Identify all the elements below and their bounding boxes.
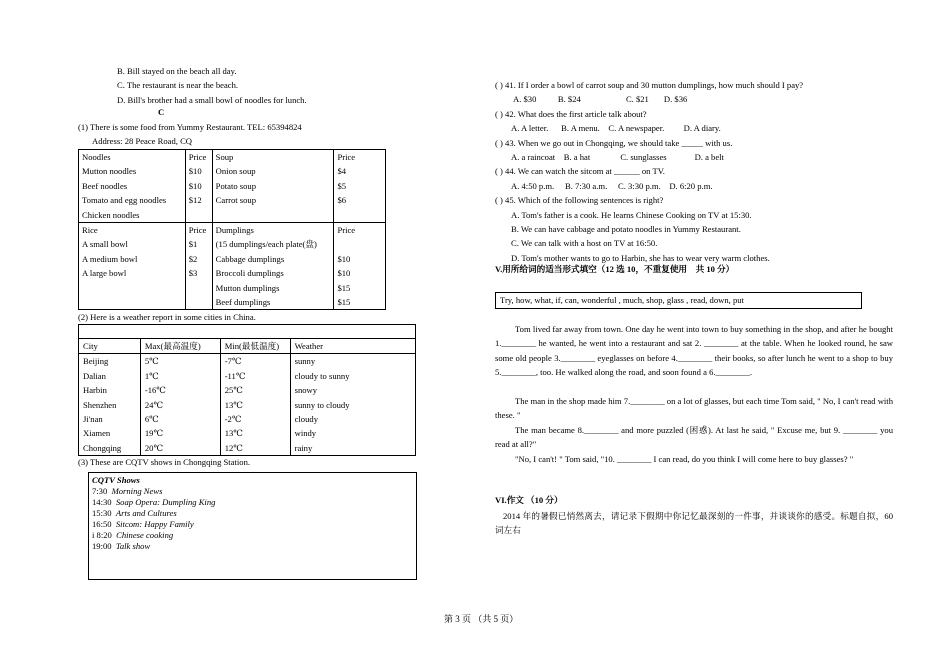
menu-header: Noodles [82, 152, 111, 162]
weather-min: -11℃ [220, 369, 290, 383]
menu-header: Rice [79, 223, 186, 238]
menu-item: Beef dumplings [212, 295, 334, 310]
menu-item: Potato soup [212, 179, 334, 193]
weather-min: 13℃ [220, 398, 290, 412]
word-box: Try, how, what, if, can, wonderful , much, shop, glass , read, down, put [495, 292, 862, 309]
menu-item: Mutton noodles [82, 166, 137, 177]
menu-price: $10 [185, 179, 212, 193]
weather-max: 5℃ [140, 354, 220, 369]
menu-table [78, 149, 386, 310]
question-41-options: A. $30 B. $24 C. $21 D. $36 [513, 94, 688, 105]
question-45-option: C. We can talk with a host on TV at 16:50. [511, 238, 658, 249]
section-c-heading: C [158, 107, 165, 117]
menu-item: Cabbage dumplings [212, 252, 334, 266]
weather-max: 20℃ [140, 441, 220, 456]
weather-header: Max(最高温度) [140, 339, 220, 354]
weather-condition: sunny [290, 354, 415, 369]
menu-price: $1 [185, 237, 212, 251]
part2-intro: (2) Here is a weather report in some cities in China. [78, 312, 256, 322]
menu-price: $3 [185, 266, 212, 280]
tv-title: CQTV Shows [92, 475, 140, 485]
menu-item: Chicken noodles [82, 209, 140, 220]
weather-condition: sunny to cloudy [290, 398, 415, 412]
menu-note: (15 dumplings/each plate(盘) [212, 237, 334, 251]
weather-max: 19℃ [140, 426, 220, 440]
menu-header: Price [185, 223, 212, 238]
weather-max: 24℃ [140, 398, 220, 412]
menu-price: $12 [185, 193, 212, 207]
menu-price: $10 [334, 266, 386, 280]
weather-min: -7℃ [220, 354, 290, 369]
option-line: B. Bill stayed on the beach all day. [117, 66, 237, 76]
menu-item: Broccoli dumplings [212, 266, 334, 280]
passage-paragraph: The man in the shop made him 7.________ on a lot of glasses, but each time Tom said, " No, I can't read with these. " [495, 396, 893, 421]
passage-paragraph: The man became 8.________ and more puzzled (困惑). At last he said, " Excuse me, but 9. ________ you read at all?" [495, 425, 893, 450]
tv-show: 19:00 Talk show [92, 541, 151, 551]
question-44: ( ) 44. We can watch the sitcom at ______ on TV. [495, 166, 665, 177]
weather-city: Harbin [83, 385, 107, 396]
question-45-option: B. We can have cabbage and potato noodles in Yummy Restaurant. [511, 223, 741, 234]
question-45-option: A. Tom's father is a cook. He learns Chinese Cooking on TV at 15:30. [511, 209, 752, 220]
passage-paragraph: "No, I can't! " Tom said, "10. ________ I can read, do you think I will come here to buy glasses? " [515, 454, 854, 464]
weather-city: Dalian [83, 370, 106, 381]
menu-item: A medium bowl [82, 253, 138, 264]
essay-prompt: 2014 年的暑假已悄然离去，请记录下假期中你记忆最深刻的一件事，并谈谈你的感受。标题自拟，60 词左右 [495, 511, 893, 536]
weather-max: -16℃ [140, 383, 220, 397]
questions-block [495, 78, 803, 265]
menu-price: $10 [334, 252, 386, 266]
passage-paragraph: Tom lived far away from town. One day he went into town to buy something in the shop, and after he bought 1.________ he wanted, he went into a restaurant and sat 2. ________ at the table. When he looked round, he saw some old people 3.________ eyeglasses on before 4.________ their books, so after lunch he went to a shop to buy 5.________, too. He walked along the road, and soon found a 6.________. [495, 324, 893, 378]
weather-table [78, 324, 416, 456]
page-footer: 第 3 页 （共 5 页） [444, 614, 519, 624]
tv-schedule-box [88, 472, 417, 580]
question-41: ( ) 41. If I order a bowl of carrot soup and 30 mutton dumplings, how much should I pay? [495, 80, 804, 90]
weather-condition: cloudy [290, 412, 415, 426]
menu-price: $4 [334, 164, 386, 178]
menu-price: $2 [185, 252, 212, 266]
weather-min: 25℃ [220, 383, 290, 397]
menu-header: Dumplings [212, 223, 334, 238]
menu-header: Price [185, 150, 212, 165]
tv-show: 7:30 Morning News [92, 486, 163, 496]
weather-max: 1℃ [140, 369, 220, 383]
menu-price: $15 [334, 281, 386, 295]
tv-show: 14:30 Soap Opera: Dumpling King [92, 497, 216, 507]
menu-price: $15 [334, 295, 386, 310]
section6-title: VI.作文 （10 分） [495, 495, 563, 505]
weather-max: 6℃ [140, 412, 220, 426]
menu-item: Beef noodles [82, 180, 128, 191]
question-42-options: A. A letter. B. A menu. C. A newspaper. D. A diary. [511, 123, 721, 134]
menu-header: Price [334, 150, 386, 165]
menu-price: $5 [334, 179, 386, 193]
part3-intro: (3) These are CQTV shows in Chongqing Station. [78, 457, 251, 467]
menu-price: $6 [334, 193, 386, 207]
menu-header: Price [334, 223, 386, 238]
question-43: ( ) 43. When we go out in Chongqing, we should take _____ with us. [495, 137, 733, 148]
weather-condition: cloudy to sunny [290, 369, 415, 383]
weather-city: Ji'nan [83, 414, 103, 425]
weather-header: Weather [290, 339, 415, 354]
weather-min: 13℃ [220, 426, 290, 440]
weather-city: Beijing [83, 356, 109, 367]
menu-item: A small bowl [82, 239, 128, 250]
option-line: D. Bill's brother had a small bowl of noodles for lunch. [117, 94, 307, 105]
menu-price: $10 [185, 164, 212, 178]
menu-header: Soup [212, 150, 334, 165]
tv-show: 16:50 Sitcom: Happy Family [92, 519, 194, 529]
menu-item: A large bowl [82, 268, 127, 279]
weather-header: Min(最低温度) [220, 339, 290, 354]
weather-header: City [79, 339, 141, 354]
tv-show: i 8:20 Chinese cooking [92, 530, 174, 540]
menu-item: Tomato and egg noodles [82, 195, 167, 206]
question-44-options: A. 4:50 p.m. B. 7:30 a.m. C. 3:30 p.m. D. 6:20 p.m. [511, 180, 713, 191]
weather-min: -2℃ [220, 412, 290, 426]
menu-item: Carrot soup [212, 193, 334, 207]
weather-condition: snowy [290, 383, 415, 397]
option-line: C. The restaurant is near the beach. [117, 80, 239, 91]
question-42: ( ) 42. What does the first article talk about? [495, 108, 647, 119]
left-top-options [117, 64, 307, 107]
section5-title: V.用所给词的适当形式填空（12 选 10，不重复使用 共 10 分） [495, 264, 735, 274]
part1-address: Address: 28 Peace Road, CQ [92, 136, 193, 146]
tv-show: 15:30 Arts and Cultures [92, 508, 177, 518]
question-45-option: D. Tom's mother wants to go to Harbin, she has to wear very warm clothes. [511, 252, 770, 263]
menu-item: Mutton dumplings [212, 281, 334, 295]
question-45: ( ) 45. Which of the following sentences is right? [495, 195, 664, 206]
menu-item: Onion soup [212, 164, 334, 178]
weather-condition: windy [290, 426, 415, 440]
weather-city: Chongqing [83, 442, 122, 453]
question-43-options: A. a raincoat B. a hat C. sunglasses D. a belt [511, 151, 724, 162]
weather-city: Shenzhen [83, 399, 117, 410]
weather-city: Xiamen [83, 428, 111, 439]
weather-condition: rainy [290, 441, 415, 456]
weather-min: 12℃ [220, 441, 290, 456]
part1-intro: (1) There is some food from Yummy Restaurant. TEL: 65394824 [78, 122, 302, 132]
